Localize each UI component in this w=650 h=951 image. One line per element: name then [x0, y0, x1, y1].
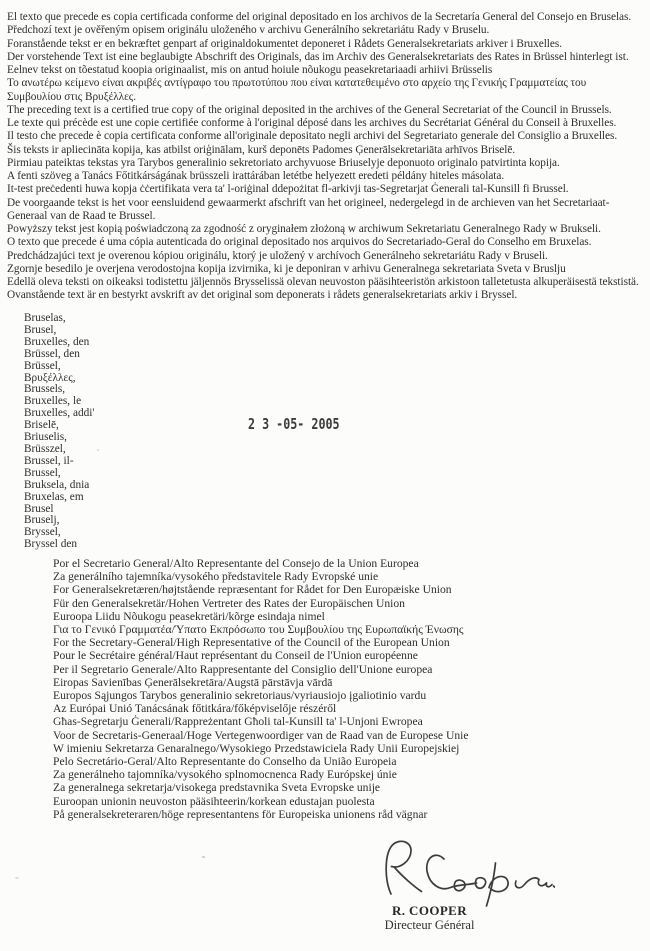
certification-line: Generaal van de Raad te Brussel. [7, 209, 156, 222]
certification-line: It-test preċedenti huwa kopja ċċertifikata vera ta' l-oriġinal ddepożitat fl-arkivji tas-Segretarjat Ġenerali tal-Kunsill fi Brussel. [7, 183, 569, 196]
certification-line: Šis teksts ir apliecināta kopija, kas atbilst oriģinālam, kurš deponēts Padomes Ģenerālsekretariāta arhīvos Briselē. [7, 143, 516, 156]
signatory-line: Για το Γενικό Γραμματέα/Ύπατο Εκπρόσωπο του Συμβουλίου της Ευρωπαϊκής Ένωσης [53, 623, 464, 637]
signer-name: R. COOPER [391, 903, 468, 918]
certification-line: Το ανωτέρω κείμενο είναι ακριβές αντίγραφο του πρωτοτύπου που είναι κατατεθειμένο στο αρχείο της Γενικής Γραμματείας του [7, 77, 587, 90]
signatory-line: Pelo Secretário-Geral/Alto Representante do Conselho da União Europeia [53, 755, 397, 769]
signatory-line: Eiropas Savienības Ģenerālsekretāra/Augstā pārstāvja vārdā [53, 675, 333, 689]
place-line: Bryssel den [24, 538, 78, 551]
certification-line: Συμβουλίου στις Βρυξέλλες. [7, 90, 137, 103]
place-line: Βρυξέλλες, [24, 371, 76, 384]
scan-artifact [97, 449, 99, 451]
certification-line: Predchádzajúci text je overenou kópiou originálu, ktorý je uložený v archívoch Generálneho sekretariátu Rady v Bruseli. [7, 249, 548, 262]
place-line: Bruselj, [24, 514, 60, 527]
certification-line: Ovanstående text är en bestyrkt avskrift av det original som deponerats i rådets generalsekretariats arkiv i Bryssel. [7, 289, 518, 302]
place-line: Brüssel, den [24, 347, 80, 360]
certification-line: The preceding text is a certified true copy of the original deposited in the archives of the General Secretariat of the Council in Brussels. [7, 103, 612, 116]
certification-line: Foranstående tekst er en bekræftet genpart af originaldokumentet deponeret i Rådets Generalsekretariats arkiver i Bruxelles. [7, 37, 562, 50]
place-line: Brusel [24, 502, 54, 515]
certification-line: El texto que precede es copia certificada conforme del original depositado en los archivos de la Secretaría General del Consejo en Bruselas. [7, 11, 632, 23]
place-line: Bruxelas, em [24, 490, 84, 503]
signatory-line: Für den Generalsekretär/Hohen Vertreter des Rates der Europäischen Union [53, 596, 405, 610]
certification-line: Il testo che precede è copia certificata conforme all'originale depositato negli archivi del Segretariato generale del Consiglio a Bruxelles. [7, 130, 618, 143]
certification-line: Pirmiau pateiktas tekstas yra Tarybos generalinio sekretoriato archyvuose Briuselyje deponuoto originalo patvirtinta kopija. [7, 156, 560, 169]
place-line: Brüssel, [24, 359, 61, 372]
signatory-line: Pour le Secrétaire général/Haut représentant du Conseil de l'Union européenne [53, 649, 418, 663]
place-line: Bruxelles, addi' [24, 407, 95, 420]
certification-line: A fenti szöveg a Tanács Főtitkárságának brüsszeli irattárában letétbe helyezett eredeti példány hiteles másolata. [7, 170, 505, 182]
place-line: Brussels, [24, 383, 66, 396]
signatory-line: Za generalnega sekretarja/visokega predstavnika Sveta Evropske unije [53, 781, 381, 795]
scan-artifact [15, 877, 19, 879]
signatory-line: Europos Sąjungos Tarybos generalinio sekretoriaus/vyriausiojo įgaliotinio vardu [53, 689, 427, 703]
certification-line: Le texte qui précède est une copie certifiée conforme à l'original déposé dans les archives du Secrétariat Général du Conseil à Bruxelles. [7, 117, 617, 129]
place-line: Brussel, il- [24, 454, 74, 467]
place-line: Bruxelles, le [24, 395, 82, 408]
certification-line: Powyższy tekst jest kopią poświadczoną za zgodność z oryginałem złożoną w archiwum Sekretariatu Generalnego Rady w Brukseli. [7, 223, 601, 235]
signatory-line: Euroopan unionin neuvoston pääsihteerin/korkean edustajan puolesta [53, 794, 375, 808]
place-line: Briselē, [24, 419, 59, 432]
place-line: Brussel, [24, 466, 61, 479]
signatory-line: Għas-Segretarju Ġenerali/Rappreżentant Għoli tal-Kunsill ta' l-Unjoni Ewropea [53, 715, 423, 729]
place-date-list [24, 313, 94, 551]
certification-line: Eelnev tekst on tõestatud koopia originaalist, mis on antud hoiule nõukogu peasekretariaadi arhiivi Brüsselis [7, 64, 493, 76]
signatory-line: På generalsekreteraren/höge representantens för Europeiska unionens råd vägnar [53, 807, 428, 821]
signatory-capacity-block [53, 557, 469, 821]
certification-line: Zgornje besedilo je overjena verodostojna kopija izvirnika, ki je deponiran v arhivu Generalnega sekretariata Sveta v Bruslju [7, 262, 566, 275]
place-line: Brüsszel, [24, 442, 66, 455]
place-line: Bruselas, [24, 312, 66, 324]
signatory-line: Za generálneho tajomníka/vysokého splnomocnenca Rady Európskej únie [53, 768, 397, 782]
place-line: Briuselis, [24, 431, 67, 444]
scan-artifact [202, 856, 205, 858]
place-line: Bryssel, [24, 526, 61, 539]
signatory-line: Euroopa Liidu Nõukogu peasekretäri/kõrge esindaja nimel [53, 609, 325, 623]
signatory-line: Per il Segretario Generale/Alto Rappresentante del Consiglio dell'Unione europea [53, 662, 433, 676]
certification-line: Předchozí text je ověřeným opisem originálu uloženého v archivu Generálního sekretariátu Rady v Bruselu. [7, 24, 490, 37]
signature-ink-strokes [383, 840, 555, 908]
place-line: Bruksela, dnia [24, 478, 90, 491]
certification-line: O texto que precede é uma cópia autenticada do original depositado nos arquivos do Secretariado-Geral do Conselho em Bruxelas. [7, 236, 592, 249]
certification-line: Der vorstehende Text ist eine beglaubigte Abschrift des Originals, das im Archiv des Generalsekretariats des Rates in Brüssel hinterlegt ist. [7, 50, 629, 63]
place-line: Bruxelles, den [24, 335, 90, 348]
signatory-line: Por el Secretario General/Alto Representante del Consejo de la Union Europea [53, 557, 419, 570]
signatory-line: Az Európai Unió Tanácsának főtitkára/főképviselője részéről [53, 702, 337, 716]
place-line: Brusel, [24, 323, 57, 336]
handwritten-signature [383, 840, 555, 908]
signatory-line: W imieniu Sekretarza Genaralnego/Wysokiego Przedstawiciela Rady Unii Europejskiej [53, 741, 460, 755]
signer-title: Directeur Général [384, 918, 475, 932]
signatory-line: For Generalsekretæren/højtstående repræsentant for Rådet for Den Europæiske Union [53, 583, 452, 597]
certification-line: De voorgaande tekst is het voor eensluidend gewaarmerkt afschrift van het origineel, nedergelegd in de archieven van het Secretariaat- [7, 196, 610, 209]
signatory-line: Voor de Secretaris-Generaal/Hoge Vertegenwoordiger van de Raad van de Europese Unie [53, 728, 469, 742]
signatory-line: For the Secretary-General/High Representative of the Council of the European Union [53, 636, 450, 650]
date-stamp: 2 3 -05- 2005 [248, 415, 340, 433]
certification-text-block [7, 11, 639, 303]
signer-block [352, 904, 507, 932]
signatory-line: Za generálního tajemníka/vysokého představitele Rady Evropské unie [53, 570, 379, 584]
certification-line: Edellä oleva teksti on oikeaksi todistettu jäljennös Brysselissä olevan neuvoston pääsihteeristön arkistoon talletetusta alkuperäisestä tekstistä. [7, 276, 639, 288]
